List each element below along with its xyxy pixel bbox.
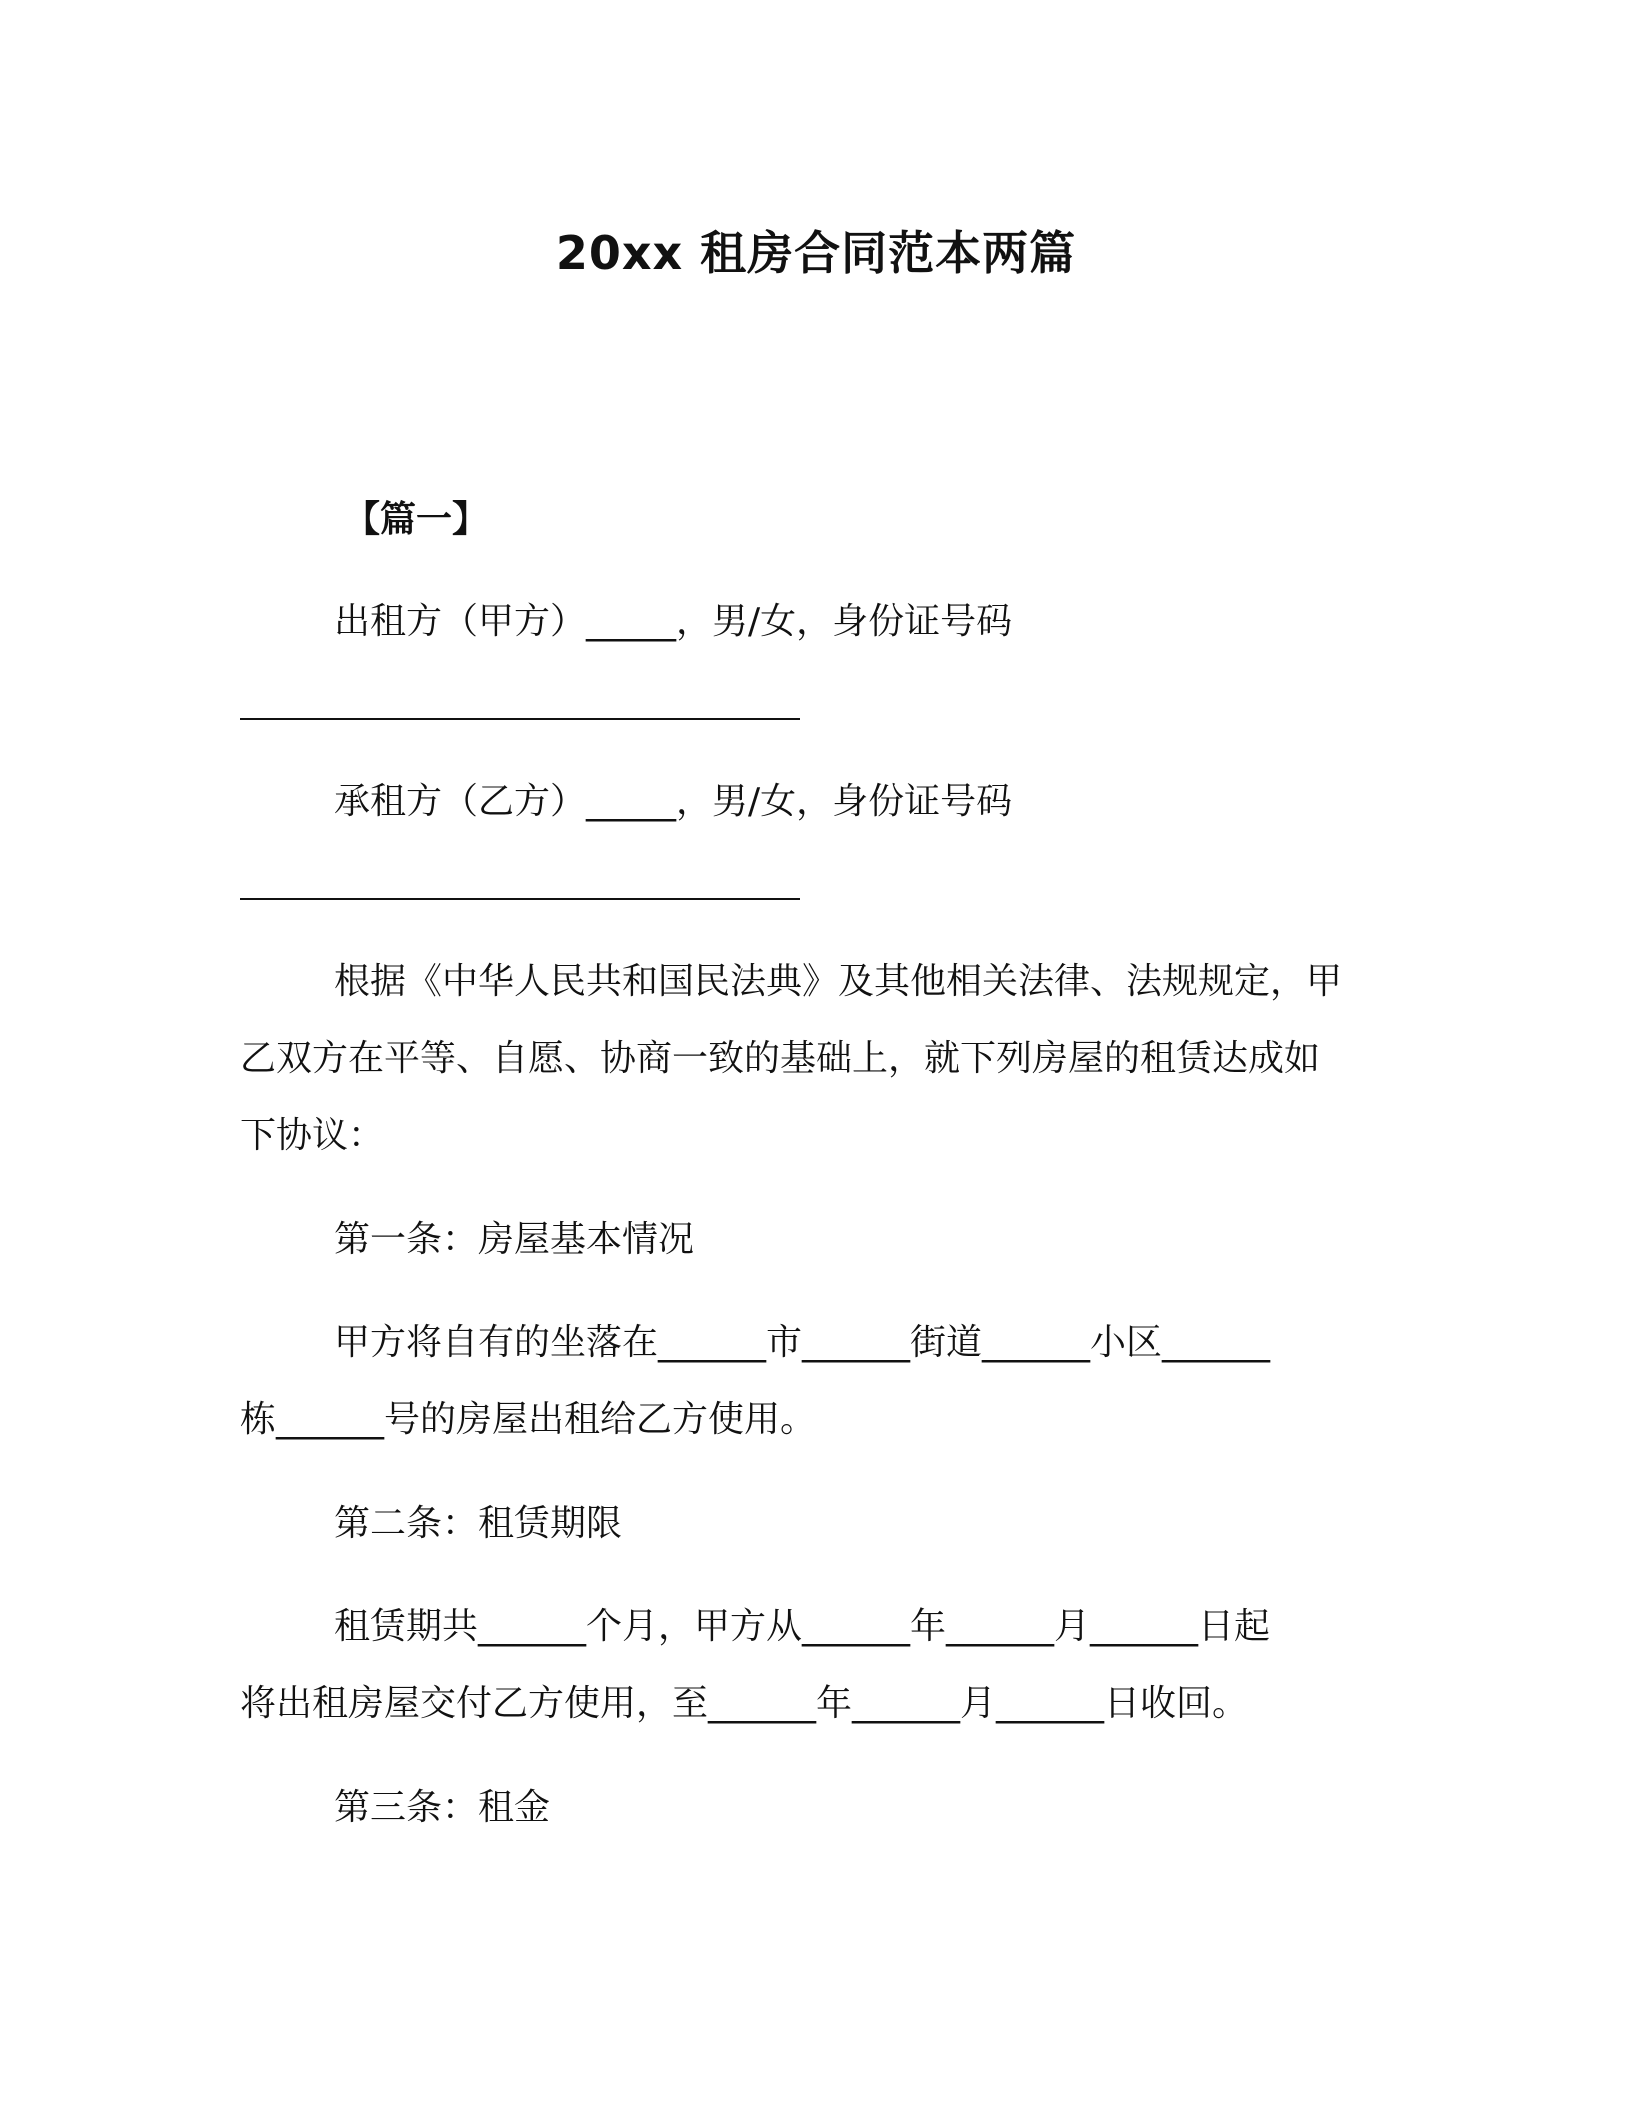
article1-heading: 第一条：房屋基本情况 [334, 1219, 695, 1260]
article1-line-2: 栋______号的房屋出租给乙方使用。 [240, 1399, 817, 1440]
preamble-line-3: 下协议： [240, 1115, 385, 1156]
document-title: 20xx 租房合同范本两篇 [555, 226, 1077, 280]
lessee-id-blank [240, 898, 800, 900]
lessee-line: 承租方（乙方）_____，男/女，身份证号码 [334, 781, 1013, 822]
article2-line-1: 租赁期共______个月，甲方从______年______月______日起 [334, 1606, 1271, 1647]
preamble-line-1: 根据《中华人民共和国民法典》及其他相关法律、法规规定，甲 [334, 961, 1343, 1002]
article1-line-1: 甲方将自有的坐落在______市______街道______小区______ [334, 1322, 1271, 1363]
preamble-line-2: 乙双方在平等、自愿、协商一致的基础上，就下列房屋的租赁达成如 [240, 1038, 1321, 1079]
article2-line-2: 将出租房屋交付乙方使用，至______年______月______日收回。 [240, 1683, 1249, 1724]
article3-heading: 第三条：租金 [334, 1787, 551, 1828]
article2-heading: 第二条：租赁期限 [334, 1503, 623, 1544]
section-heading: 【篇一】 [344, 499, 489, 540]
lessor-id-blank [240, 718, 800, 720]
lessor-line: 出租方（甲方）_____，男/女，身份证号码 [334, 601, 1013, 642]
